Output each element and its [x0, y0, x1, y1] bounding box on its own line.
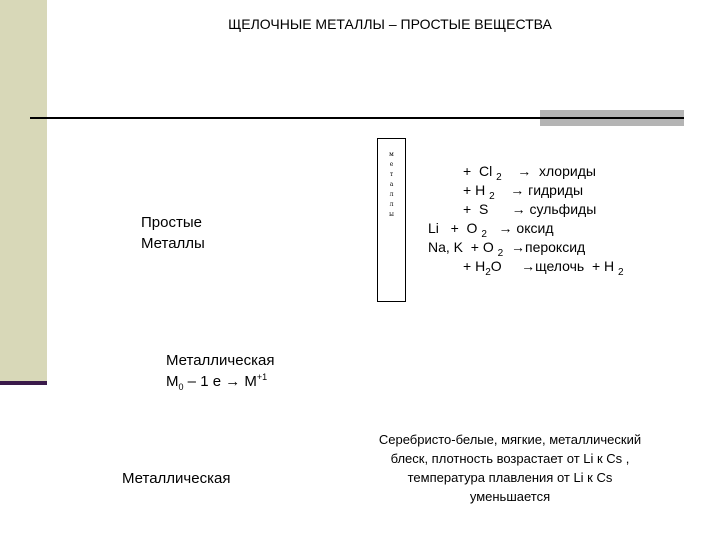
- reaction-subscript: 2: [496, 172, 502, 183]
- reaction-sulfides: [463, 200, 596, 218]
- equation-subscript: 0: [178, 382, 184, 392]
- reaction-oxide: [428, 219, 554, 240]
- properties-line1: Серебристо-белые, мягкие, металлический: [378, 432, 642, 447]
- reaction-reagent: Na, K + O: [428, 239, 498, 255]
- vertical-letter: ы: [389, 211, 394, 218]
- reaction-reagent: + Cl: [463, 163, 497, 179]
- properties-line2: блеск, плотность возрастает от Li к Cs ,: [390, 451, 630, 466]
- vertical-word: [377, 150, 406, 220]
- reaction-subscript: 2: [497, 248, 504, 259]
- physical-properties: [340, 430, 680, 506]
- horizontal-rule: [30, 117, 540, 119]
- reaction-product: → хлориды: [501, 163, 596, 179]
- reaction-subscript: 2: [485, 267, 491, 278]
- simple-metals-line2: Металлы: [141, 235, 205, 252]
- reaction-subscript: 2: [481, 229, 487, 240]
- reaction-product: → сульфиды: [488, 201, 597, 217]
- reaction-reagent: + H: [463, 258, 486, 274]
- reaction-product: → оксид: [486, 220, 554, 236]
- simple-metals-label: [141, 212, 205, 254]
- properties-line4: уменьшается: [469, 489, 551, 504]
- page-title: ЩЕЛОЧНЫЕ МЕТАЛЛЫ – ПРОСТЫЕ ВЕЩЕСТВА: [228, 16, 552, 32]
- left-decor-rule: [0, 381, 47, 385]
- simple-metals-line1: Простые: [141, 214, 202, 231]
- reaction-subscript: 2: [489, 191, 495, 202]
- vertical-letter: м: [389, 151, 394, 158]
- vertical-letter: а: [389, 181, 394, 188]
- reaction-product: →пероксид: [503, 239, 586, 255]
- reaction-hydrides: [463, 181, 584, 202]
- equation-metal: М: [166, 373, 179, 390]
- vertical-letter: л: [389, 191, 394, 198]
- reaction-reagent: + S: [463, 201, 489, 217]
- metallic-footer-label: Металлическая: [122, 470, 231, 487]
- properties-line3: температура плавления от Li к Cs: [407, 470, 613, 485]
- vertical-letter: е: [389, 161, 394, 168]
- reaction-peroxide: [428, 238, 586, 259]
- equation-middle: – 1 е → М: [183, 373, 257, 390]
- reaction-product: O →щелочь + H: [490, 258, 619, 274]
- reaction-reagent: + H: [463, 182, 490, 198]
- vertical-letter: л: [389, 201, 394, 208]
- reaction-subscript: 2: [618, 267, 624, 278]
- vertical-letter: т: [389, 171, 394, 178]
- reaction-chlorides: [463, 162, 596, 183]
- left-decor-band: [0, 0, 47, 385]
- reaction-reagent: Li + O: [428, 220, 482, 236]
- metallic-bond-heading: Металлическая: [166, 352, 275, 369]
- equation-charge: +1: [256, 372, 268, 382]
- reaction-product: → гидриды: [494, 182, 584, 198]
- reaction-alkali: [463, 257, 624, 278]
- oxidation-equation: [166, 372, 267, 392]
- horizontal-rule-bar-line: [540, 117, 684, 119]
